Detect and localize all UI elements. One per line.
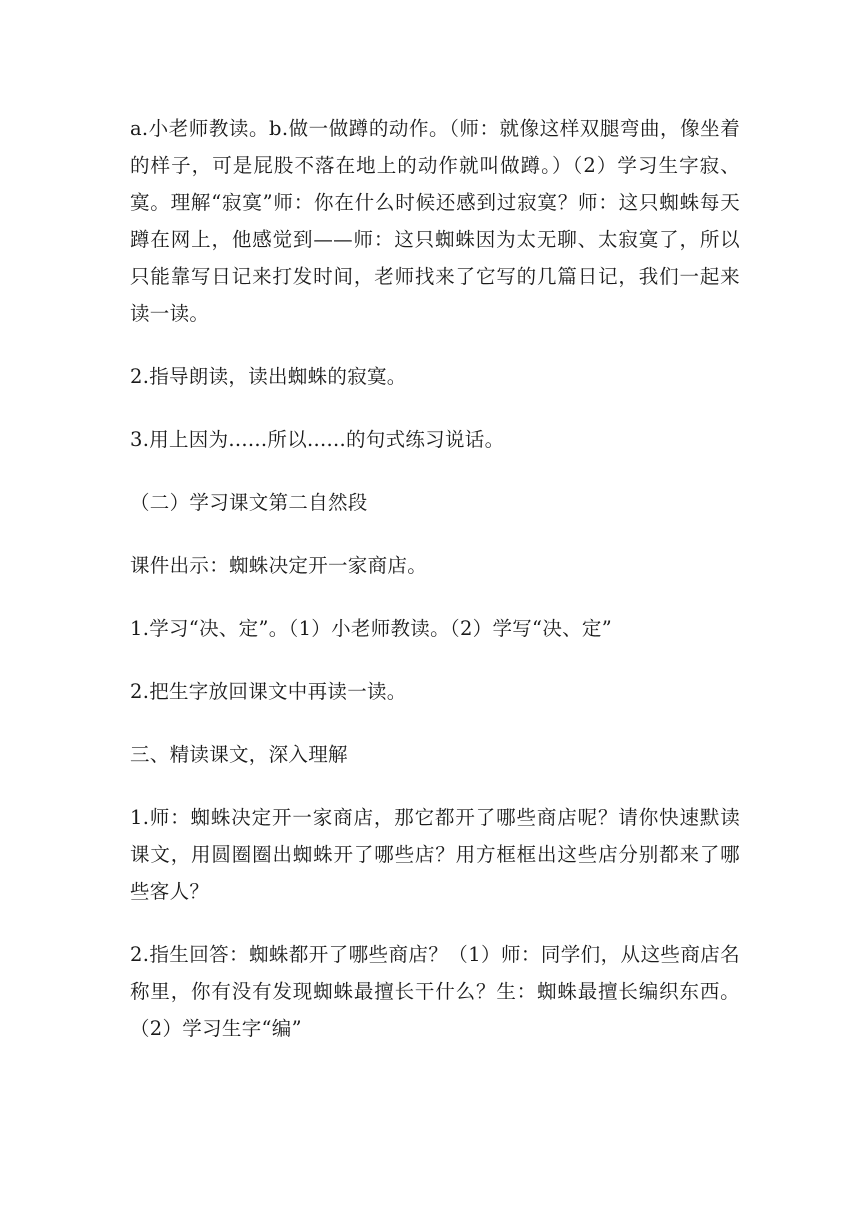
paragraph-student-answer: 2.指生回答：蜘蛛都开了哪些商店？（1）师：同学们，从这些商店名称里，你有没有发现蜘蛛最擅长干什么？生：蜘蛛最擅长编织东西。（2）学习生字“编”	[130, 943, 740, 1040]
paragraph-reread: 2.把生字放回课文中再读一读。	[130, 680, 407, 703]
paragraph-courseware-display: 课件出示：蜘蛛决定开一家商店。	[130, 554, 428, 577]
section-heading-close-reading: 三、精读课文，深入理解	[130, 743, 348, 766]
paragraph-guided-reading: 2.指导朗读，读出蜘蛛的寂寞。	[130, 365, 407, 388]
paragraph-teacher-question: 1.师：蜘蛛决定开一家商店，那它都开了哪些商店呢？请你快速默读课文，用圆圈圈出蜘蛛开了哪些店？用方框框出这些店分别都来了哪些客人？	[130, 806, 740, 903]
paragraph-lesson-steps: a.小老师教读。b.做一做蹲的动作。（师：就像这样双腿弯曲，像坐着的样子，可是屁股不落在地上的动作就叫做蹲。）（2）学习生字寂、寞。理解“寂寞”师：你在什么时候还感到过寂寞？师：这只蜘蛛每天蹲在网上，他感觉到——师：这只蜘蛛因为太无聊、太寂寞了，所以只能靠写日记来打发时间，老师找来了它写的几篇日记，我们一起来读一读。	[130, 117, 740, 325]
paragraph-learn-characters: 1.学习“决、定”。（1）小老师教读。（2）学写“决、定”	[130, 617, 612, 640]
section-heading-second-paragraph: （二）学习课文第二自然段	[130, 491, 368, 514]
document-page	[130, 110, 740, 1073]
paragraph-sentence-practice: 3.用上因为......所以......的句式练习说话。	[130, 428, 505, 451]
